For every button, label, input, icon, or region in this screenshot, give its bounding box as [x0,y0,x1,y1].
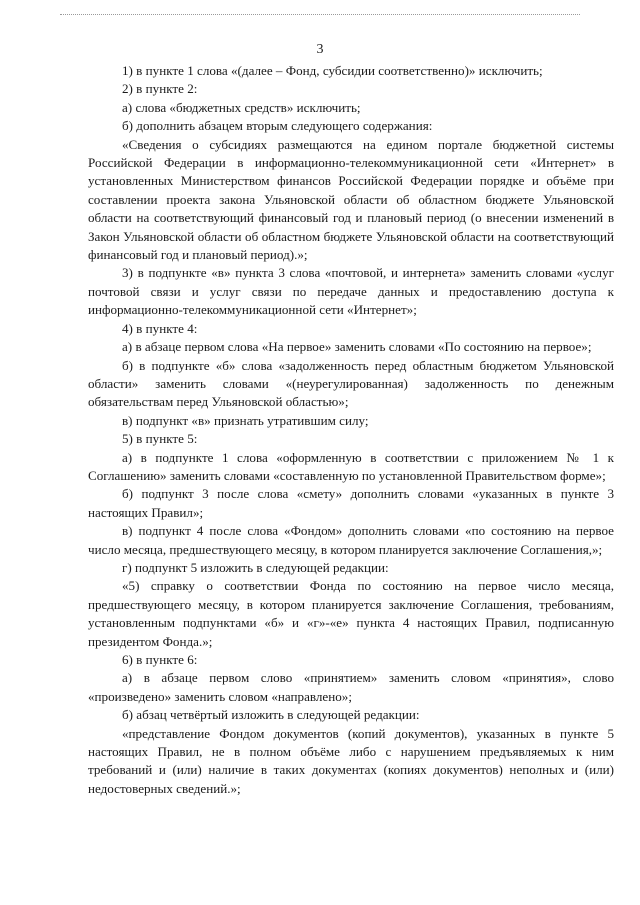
paragraph: а) в абзаце первом слова «На первое» заменить словами «По состоянию на первое»; [122,339,592,355]
paragraph: «Сведения о субсидиях размещаются на едином портале бюджетной системы Российской Федерации в информационно-телекоммуникационной сети «Интернет» в установленных Министерством финансов Российской Федерации порядке и объёме при составлении проекта закона Ульяновской области об областном бюджете Ульяновской области на соответствующий финансовый год и плановый период (о внесении изменений в Закон Ульяновской области об областном бюджете Ульяновской области на соответствующий финансовый год и плановый период).»; [88,136,614,263]
paragraph: б) дополнить абзацем вторым следующего содержания: [122,118,433,134]
paragraph: 6) в пункте 6: [122,652,198,667]
paragraph: б) в подпункте «б» слова «задолженность перед областным бюджетом Ульяновской области» заменить словами «(неурегулированная) задолженность по денежным обязательствам перед Ульяновской областью»; [88,357,614,410]
paragraph: б) подпункт 3 после слова «смету» дополнить словами «указанных в пункте 3 настоящих Правил»; [88,486,614,520]
page-number: 3 [316,42,324,57]
paragraph: 3) в подпункте «в» пункта 3 слова «почтовой, и интернета» заменить словами «услуг почтовой связи и услуг связи по передаче данных и предоставлению доступа к информационно-телекоммуникационной сети «Интернет»; [88,265,614,318]
paragraph: б) абзац четвёртый изложить в следующей редакции: [122,707,420,723]
paragraph: в) подпункт «в» признать утратившим силу; [122,412,369,428]
paragraph: 1) в пункте 1 слова «(далее – Фонд, субсидии соответственно)» исключить; [122,63,543,78]
paragraph: а) в подпункте 1 слова «оформленную в соответствии с приложением № 1 к Соглашению» заменить словами «составленную по установленной Правительством форме»; [88,449,614,483]
paragraph: 5) в пункте 5: [122,431,198,447]
scan-artifact-line [60,14,580,17]
document-body [88,62,614,798]
paragraph: 2) в пункте 2: [122,81,198,97]
paragraph: а) в абзаце первом слово «принятием» заменить словом «принятия», слово «произведено» заменить словом «направлено»; [88,670,614,704]
paragraph: а) слова «бюджетных средств» исключить; [122,99,361,115]
paragraph: в) подпункт 4 после слова «Фондом» дополнить словами «по состоянию на первое число месяца, предшествующего месяцу, в котором планируется заключение Соглашения,»; [88,523,614,557]
paragraph: г) подпункт 5 изложить в следующей редакции: [122,559,389,575]
paragraph: «5) справку о соответствии Фонда по состоянию на первое число месяца, предшествующего месяцу, в котором планируется заключение Соглашения, требованиям, установленным подпунктами «б» и «г»-«е» пункта 4 настоящих Правил, подписанную президентом Фонда.»; [88,578,614,649]
paragraph: 4) в пункте 4: [122,320,198,336]
paragraph: «представление Фондом документов (копий документов), указанных в пункте 5 настоящих Правил, не в полном объёме либо с нарушением предъявляемых к ним требований и (или) наличие в таких документах (копиях документов) неполных и (или) недостоверных сведений.»; [88,725,614,796]
